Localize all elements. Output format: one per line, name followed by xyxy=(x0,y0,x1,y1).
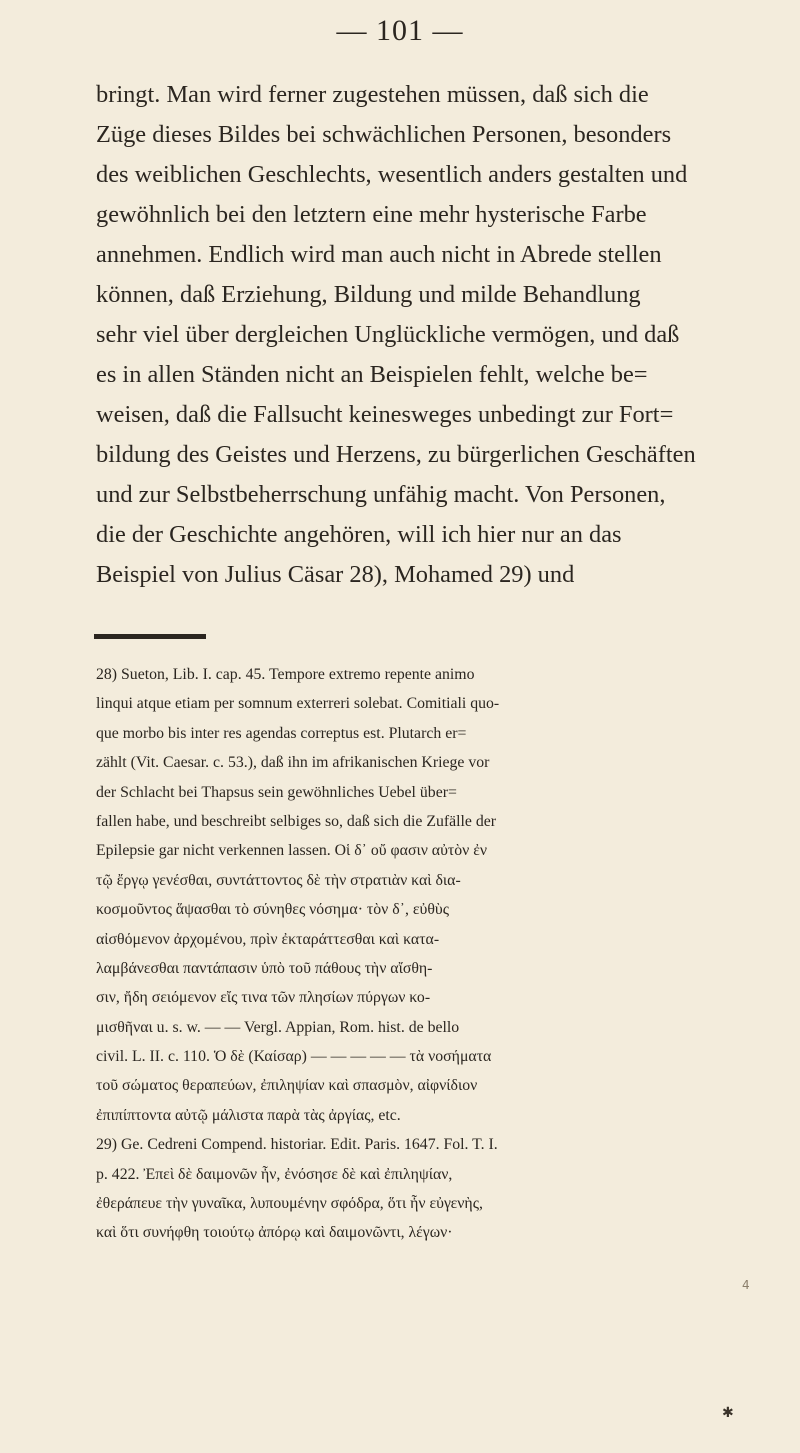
main-text xyxy=(96,75,736,595)
page-number: — 101 — xyxy=(336,14,464,47)
text-line: Züge dieses Bildes bei schwächlichen Personen, besonders xyxy=(96,121,672,148)
footnotes xyxy=(96,660,740,1248)
footnote-line: fallen habe, und beschreibt selbiges so, daß sich die Zufälle der xyxy=(96,812,497,830)
text-line: des weiblichen Geschlechts, wesentlich anders gestalten und xyxy=(96,161,688,188)
footnote-line: zählt (Vit. Caesar. c. 53.), daß ihn im afrikanischen Kriege vor xyxy=(96,754,490,772)
text-line: sehr viel über dergleichen Unglückliche vermögen, und daß xyxy=(96,321,680,348)
text-line: die der Geschichte angehören, will ich hier nur an das xyxy=(96,521,622,548)
footnote-line: μισθῆναι u. s. w. — — Vergl. Appian, Rom. hist. de bello xyxy=(96,1018,460,1036)
text-line: können, daß Erziehung, Bildung und milde Behandlung xyxy=(96,281,641,308)
text-line: gewöhnlich bei den letztern eine mehr hysterische Farbe xyxy=(96,201,647,228)
text-line: weisen, daß die Fallsucht keinesweges unbedingt zur Fort= xyxy=(96,401,674,428)
footnote-line: λαμβάνεσθαι παντάπασιν ὑπὸ τοῦ πάθους τὴν αἴσθη- xyxy=(96,959,433,977)
footnote-line: civil. L. II. c. 110. Ὁ δὲ (Καίσαρ) — — — — — τὰ νοσήματα xyxy=(96,1048,492,1066)
footnote-line: linqui atque etiam per somnum exterreri solebat. Comitiali quo- xyxy=(96,695,500,713)
footnote-line: σιν, ἤδη σειόμενον εἴς τινα τῶν πλησίων πύργων κο- xyxy=(96,989,431,1007)
footnote-line: αἰσθόμενον ἀρχομένου, πρὶν ἐκταράττεσθαι καὶ κατα- xyxy=(96,930,440,948)
footnote-line: Epilepsie gar nicht verkennen lassen. Οἱ δ᾽ οὔ φασιν αὐτὸν ἐν xyxy=(96,842,488,860)
text-line: bildung des Geistes und Herzens, zu bürgerlichen Geschäften xyxy=(96,441,696,468)
footnote-line: ἐπιπίπτοντα αὐτῷ μάλιστα παρὰ τὰς ἀργίας, etc. xyxy=(96,1106,401,1124)
footnote-divider xyxy=(94,634,206,639)
text-line: es in allen Ständen nicht an Beispielen fehlt, welche be= xyxy=(96,361,648,388)
asterisk-icon: ✱ xyxy=(722,1405,734,1421)
footnote-line: ἐθεράπευε τὴν γυναῖκα, λυπουμένην σφόδρα, ὅτι ἦν εὐγενὴς, xyxy=(96,1195,483,1213)
footnote-line: p. 422. Ἐπεὶ δὲ δαιμονῶν ἦν, ἐνόσησε δὲ καὶ ἐπιληψίαν, xyxy=(96,1165,453,1183)
text-line: bringt. Man wird ferner zugestehen müssen, daß sich die xyxy=(96,81,649,108)
footnote-line: κοσμοῦντος ἅψασθαι τὸ σύνηθες νόσημα· τὸν δ᾽, εὐθὺς xyxy=(96,901,449,919)
text-line: Beispiel von Julius Cäsar 28), Mohamed 29) und xyxy=(96,561,575,588)
footnote-line: der Schlacht bei Thapsus sein gewöhnliches Uebel über= xyxy=(96,783,457,801)
text-line: und zur Selbstbeherrschung unfähig macht. Von Personen, xyxy=(96,481,666,508)
footnote-line: καὶ ὅτι συνήφθη τοιούτῳ ἀπόρῳ καὶ δαιμονῶντι, λέγων· xyxy=(96,1224,453,1242)
margin-mark: 4 xyxy=(742,1278,750,1292)
footnote-line: 29) Ge. Cedreni Compend. historiar. Edit. Paris. 1647. Fol. T. I. xyxy=(96,1136,498,1154)
footnote-line: τῷ ἔργῳ γενέσθαι, συντάττοντος δὲ τὴν στρατιὰν καὶ δια- xyxy=(96,871,461,889)
text-line: annehmen. Endlich wird man auch nicht in Abrede stellen xyxy=(96,241,662,268)
footnote-line: τοῦ σώματος θεραπεύων, ἐπιληψίαν καὶ σπασμὸν, αἰφνίδιον xyxy=(96,1077,478,1095)
footnote-line: 28) Sueton, Lib. I. cap. 45. Tempore extremo repente animo xyxy=(96,666,475,683)
footnote-line: que morbo bis inter res agendas correptus est. Plutarch er= xyxy=(96,724,467,742)
